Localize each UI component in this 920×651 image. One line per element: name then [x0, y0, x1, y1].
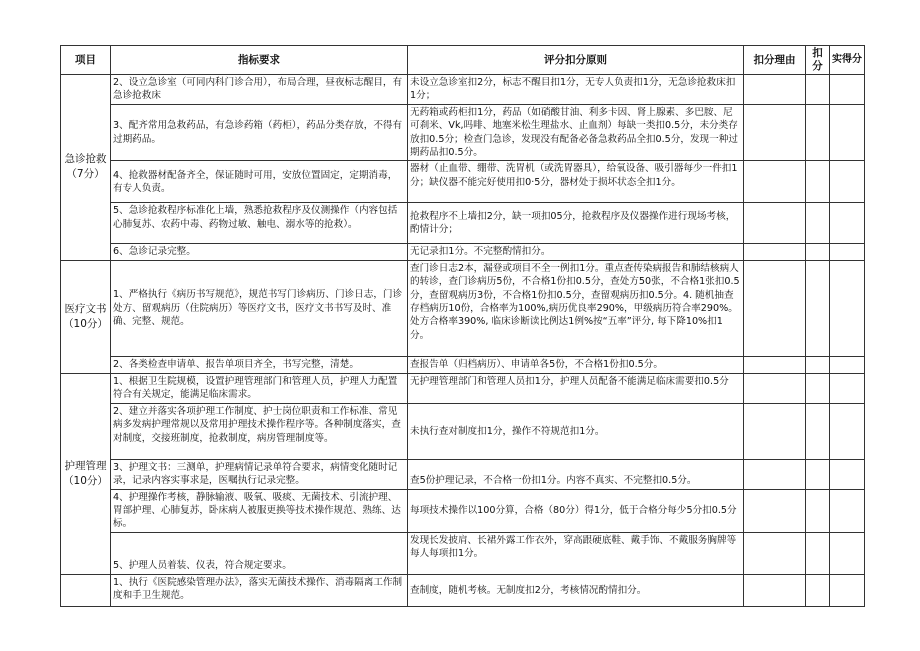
- table-row: [61, 161, 865, 203]
- requirement-cell: 3、配齐常用急救药品，有急诊药箱（药柜），药品分类存放，不得有过期药品。: [111, 104, 408, 161]
- deduction-cell[interactable]: [806, 373, 830, 403]
- deduction-reason-cell[interactable]: [744, 260, 806, 356]
- table-row: [61, 356, 865, 373]
- table-row: [61, 489, 865, 532]
- rule-cell: 发现长发披肩、长裙外露工作衣外，穿高跟硬底鞋、戴手饰、不戴服务胸牌等每人每项扣1分。: [408, 532, 744, 574]
- table-row: [61, 75, 865, 105]
- deduction-reason-cell[interactable]: [744, 373, 806, 403]
- deduction-cell[interactable]: [806, 244, 830, 260]
- actual-score-cell[interactable]: [830, 203, 865, 244]
- requirement-cell: 2、各类检查申请单、报告单项目齐全，书写完整，清楚。: [111, 356, 408, 373]
- category-name: 护理管理: [64, 459, 107, 472]
- table-row: [61, 574, 865, 606]
- deduction-reason-cell[interactable]: [744, 356, 806, 373]
- category-score: （10分）: [63, 317, 108, 330]
- category-cell: [61, 574, 111, 606]
- requirement-cell: 1、严格执行《病历书写规范》，规范书写门诊病历、门诊日志，门诊处方、留观病历（住院病历）等医疗文书，医疗文书书写及时、准确、完整、规范。: [111, 260, 408, 356]
- header-item: 项目: [61, 46, 111, 75]
- deduction-reason-cell[interactable]: [744, 403, 806, 459]
- rule-cell: 每项技术操作以100分算，合格（80分）得1分，低于合格分每少5分扣0.5分: [408, 489, 744, 532]
- actual-score-cell[interactable]: [830, 532, 865, 574]
- deduction-cell[interactable]: [806, 161, 830, 203]
- deduction-cell[interactable]: [806, 104, 830, 161]
- deduction-reason-cell[interactable]: [744, 574, 806, 606]
- deduction-cell[interactable]: [806, 260, 830, 356]
- header-actual-score: 实得分: [830, 46, 865, 75]
- actual-score-cell[interactable]: [830, 373, 865, 403]
- category-cell: [61, 260, 111, 373]
- deduction-cell[interactable]: [806, 574, 830, 606]
- rule-cell: 未执行查对制度扣1分，操作不符规范扣1分。: [408, 403, 744, 459]
- requirement-cell: 2、建立并落实各项护理工作制度、护士岗位职责和工作标准、常见病多发病护理常规以及常用护理技术操作程序等。各种制度落实，查对制度，交接班制度，抢救制度，病房管理制度等。: [111, 403, 408, 459]
- table-row: [61, 104, 865, 161]
- category-cell: [61, 373, 111, 574]
- rule-cell: 查5份护理记录，不合格一份扣1分。内容不真实、不完整扣0.5分。: [408, 459, 744, 489]
- deduction-reason-cell[interactable]: [744, 75, 806, 105]
- actual-score-cell[interactable]: [830, 403, 865, 459]
- actual-score-cell[interactable]: [830, 489, 865, 532]
- deduction-reason-cell[interactable]: [744, 532, 806, 574]
- deduction-reason-cell[interactable]: [744, 244, 806, 260]
- deduction-cell[interactable]: [806, 403, 830, 459]
- category-name: 医疗文书: [64, 302, 107, 315]
- actual-score-cell[interactable]: [830, 161, 865, 203]
- table-row: [61, 403, 865, 459]
- actual-score-cell[interactable]: [830, 459, 865, 489]
- table-row: [61, 459, 865, 489]
- requirement-cell: 5、护理人员着装、仪表，符合规定要求。: [111, 532, 408, 574]
- table-row: [61, 532, 865, 574]
- deduction-cell[interactable]: [806, 489, 830, 532]
- rule-cell: 查报告单（归档病历）、申请单各5份，不合格1份扣0.5分。: [408, 356, 744, 373]
- actual-score-cell[interactable]: [830, 75, 865, 105]
- actual-score-cell[interactable]: [830, 260, 865, 356]
- rule-cell: 无记录扣1分。不完整酌情扣分。: [408, 244, 744, 260]
- category-cell: [61, 75, 111, 261]
- header-deduction: 扣分: [806, 46, 830, 75]
- table-row: [61, 260, 865, 356]
- actual-score-cell[interactable]: [830, 244, 865, 260]
- rule-cell: 抢救程序不上墙扣2分，缺一项扣05分，抢救程序及仪器操作进行现场考核，酌情计分；: [408, 203, 744, 244]
- rule-cell: 器材（止血带、绷带、洗胃机（或洗胃器具），给氧设备、吸引器每少一件扣1分；缺仪器不能完好使用扣0·5分，器材处于损坏状态全扣1分。: [408, 161, 744, 203]
- deduction-cell[interactable]: [806, 459, 830, 489]
- category-name: 急诊抢救: [64, 153, 107, 166]
- actual-score-cell[interactable]: [830, 104, 865, 161]
- deduction-reason-cell[interactable]: [744, 203, 806, 244]
- deduction-cell[interactable]: [806, 203, 830, 244]
- rule-cell: 查制度，随机考核。无制度扣2分，考核情况酌情扣分。: [408, 574, 744, 606]
- table-row: [61, 373, 865, 403]
- requirement-cell: 1、根据卫生院规模，设置护理管理部门和管理人员，护理人力配置符合有关规定，能满足临床需求。: [111, 373, 408, 403]
- deduction-reason-cell[interactable]: [744, 489, 806, 532]
- header-deduction-reason: 扣分理由: [744, 46, 806, 75]
- requirement-cell: 4、护理操作考核，静脉输液、吸氧、吸痰、无菌技术、引流护理、胃部护理、心肺复苏，卧床病人被服更换等技术操作规范、熟练、达标。: [111, 489, 408, 532]
- actual-score-cell[interactable]: [830, 356, 865, 373]
- actual-score-cell[interactable]: [830, 574, 865, 606]
- deduction-cell[interactable]: [806, 356, 830, 373]
- deduction-reason-cell[interactable]: [744, 161, 806, 203]
- rule-cell: 无护理管理部门和管理人员扣1分，护理人员配备不能满足临床需要扣0.5分: [408, 373, 744, 403]
- category-score: （7分）: [66, 168, 105, 181]
- header-scoring-rule: 评分扣分原则: [408, 46, 744, 75]
- requirement-cell: 3、护理文书：三测单，护理病情记录单符合要求，病情变化随时记录，记录内容实事求是，医嘱执行记录完整。: [111, 459, 408, 489]
- deduction-reason-cell[interactable]: [744, 459, 806, 489]
- rule-cell: 未设立急诊室扣2分，标志不醒目扣1分，无专人负责扣1分，无急诊抢救床扣1分；: [408, 75, 744, 105]
- header-requirement: 指标要求: [111, 46, 408, 75]
- requirement-cell: 4、抢救器材配备齐全，保证随时可用，安放位置固定，定期消毒，有专人负责。: [111, 161, 408, 203]
- rule-cell: 无药箱或药柜扣1分，药品（如硝酸甘油、利多卡因、肾上腺素、多巴胺、尼可刹米、Vk,吗啡、地塞米松生理盐水、止血剂）每缺一类扣0.5分，未分类存放扣0.5分；检查门急诊，发现没有配备必备急救药品全扣0.5分，发现一种过期药品扣0.5分。: [408, 104, 744, 161]
- requirement-cell: 6、急诊记录完整。: [111, 244, 408, 260]
- rule-cell: 查门诊日志2本，漏登或项目不全一例扣1分。重点查传染病报告和肺结核病人的转诊，查门诊病历5份，不合格1份扣0.5分，查处方50张，不合格1张扣0.5分，查留观病历3份，不合格1份扣0.5分，查留观病历扣0.5分。4. 随机抽查存档病历10份，合格率为100%,病历优良率290%，甲级病历符合率290%。处方合格率390%, 临床诊断读比例达1例%按“五率”评分, 每下降10%扣1分。: [408, 260, 744, 356]
- requirement-cell: 2、设立急诊室（可同内科门诊合用），布局合理，昼夜标志醒目，有急诊抢救床: [111, 75, 408, 105]
- requirement-cell: 5、急诊抢救程序标准化上墙，熟悉抢救程序及仪测操作（内容包括心肺复苏、农药中毒、药物过敏、触电、溺水等的抢救）。: [111, 203, 408, 244]
- deduction-cell[interactable]: [806, 532, 830, 574]
- evaluation-table: [60, 45, 865, 607]
- table-row: [61, 244, 865, 260]
- table-row: [61, 203, 865, 244]
- deduction-cell[interactable]: [806, 75, 830, 105]
- requirement-cell: 1、执行《医院感染管理办法》，落实无菌技术操作、消毒隔离工作制度和手卫生规范。: [111, 574, 408, 606]
- deduction-reason-cell[interactable]: [744, 104, 806, 161]
- category-score: （10分）: [63, 474, 108, 487]
